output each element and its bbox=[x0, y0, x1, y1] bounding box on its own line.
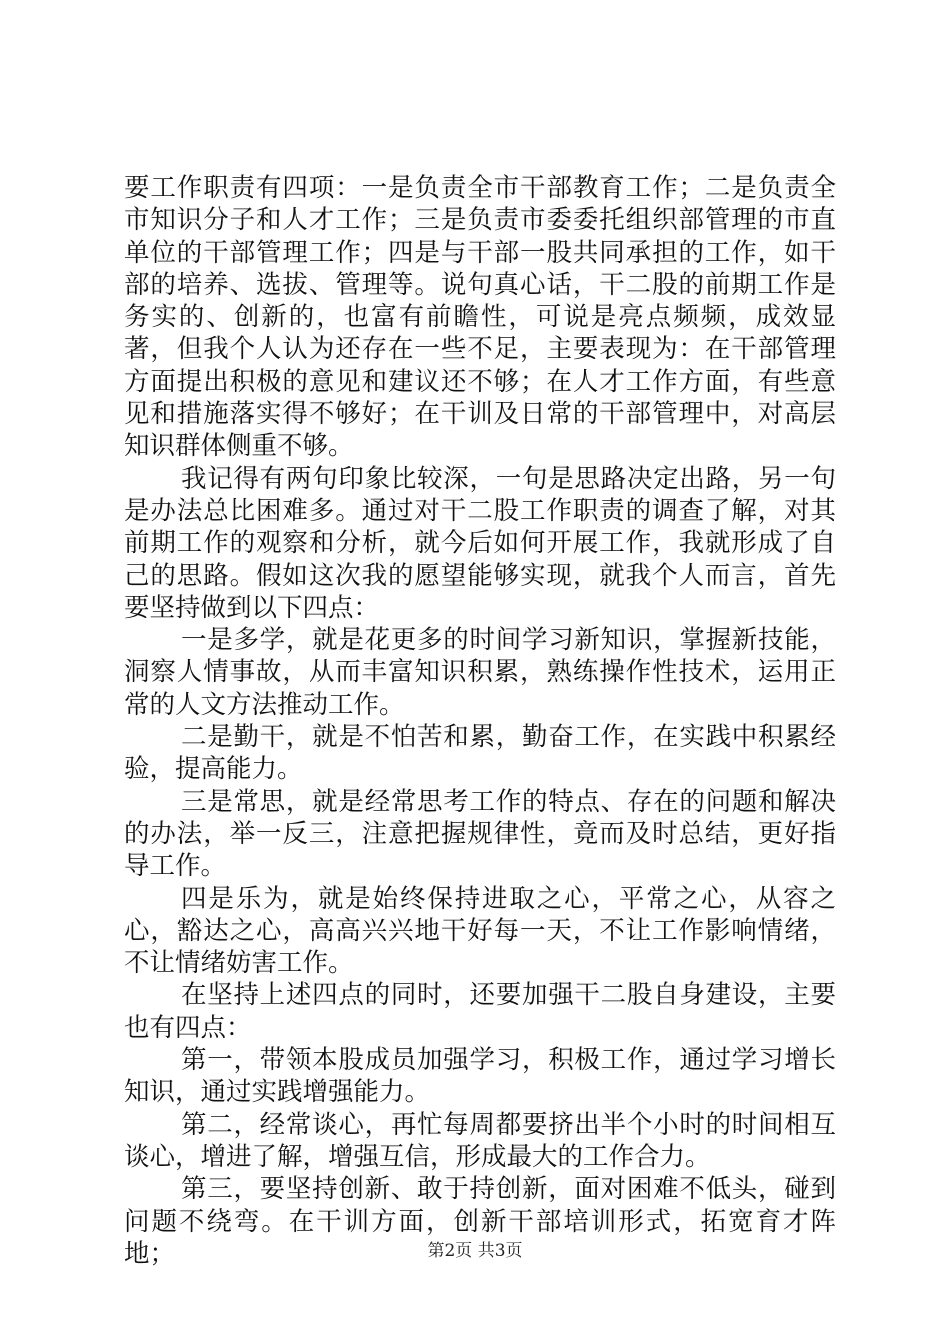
paragraph-10: 第三，要坚持创新、敢于持创新，面对困难不低头，碰到问题不绕弯。在干训方面，创新干部培训形式，拓宽育才阵地； bbox=[124, 1174, 836, 1269]
page-footer: 第2页 共3页 bbox=[427, 1241, 523, 1261]
paragraph-9: 第二，经常谈心，再忙每周都要挤出半个小时的时间相互谈心，增进了解，增强互信，形成最大的工作合力。 bbox=[124, 1109, 836, 1172]
document-body bbox=[124, 172, 836, 1270]
paragraph-3: 一是多学，就是花更多的时间学习新知识，掌握新技能，洞察人情事故，从而丰富知识积累，熟练操作性技术，运用正常的人文方法推动工作。 bbox=[124, 625, 836, 720]
paragraph-1: 要工作职责有四项：一是负责全市干部教育工作；二是负责全市知识分子和人才工作；三是负责市委委托组织部管理的市直单位的干部管理工作；四是与干部一股共同承担的工作，如干部的培养、选拔、管理等。说句真心话，干二股的前期工作是务实的、创新的，也富有前瞻性，可说是亮点频频，成效显著，但我个人认为还存在一些不足，主要表现为：在干部管理方面提出积极的意见和建议还不够；在人才工作方面，有些意见和措施落实得不够好；在干训及日常的干部管理中，对高层知识群体侧重不够。 bbox=[124, 173, 836, 462]
paragraph-5: 三是常思，就是经常思考工作的特点、存在的问题和解决的办法，举一反三，注意把握规律性，竟而及时总结，更好指导工作。 bbox=[124, 786, 836, 882]
paragraph-6: 四是乐为，就是始终保持进取之心，平常之心，从容之心，豁达之心，高高兴兴地干好每一天，不让工作影响情绪，不让情绪妨害工作。 bbox=[124, 883, 836, 979]
paragraph-2: 我记得有两句印象比较深，一句是思路决定出路，另一句是办法总比困难多。通过对干二股工作职责的调查了解，对其前期工作的观察和分析，就今后如何开展工作，我就形成了自己的思路。假如这次我的愿望能够实现，就我个人而言，首先要坚持做到以下四点： bbox=[124, 463, 836, 623]
paragraph-4: 二是勤干，就是不怕苦和累，勤奋工作，在实践中积累经验，提高能力。 bbox=[124, 722, 836, 785]
paragraph-7: 在坚持上述四点的同时，还要加强干二股自身建设，主要也有四点： bbox=[124, 980, 836, 1043]
paragraph-8: 第一，带领本股成员加强学习，积极工作，通过学习增长知识，通过实践增强能力。 bbox=[124, 1045, 836, 1108]
